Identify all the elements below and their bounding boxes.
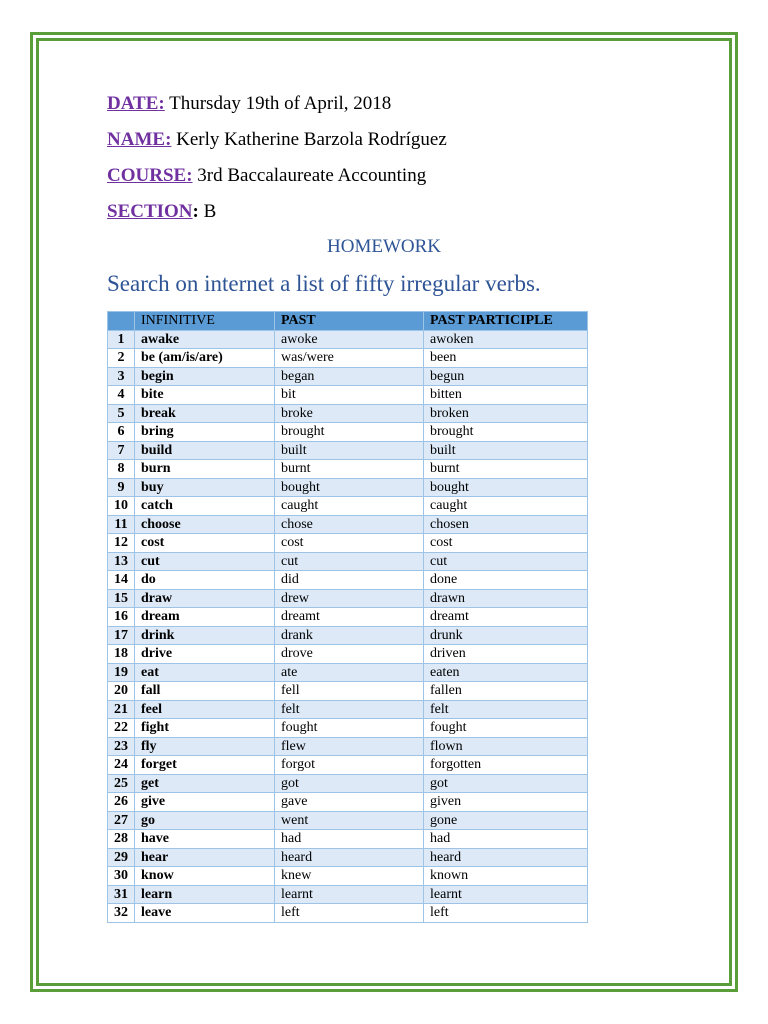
date-value: Thursday 19th of April, 2018 <box>164 93 392 114</box>
row-number: 15 <box>108 589 135 608</box>
row-past: bit <box>275 386 424 405</box>
course-label: COURSE <box>107 165 187 186</box>
table-row <box>108 571 588 590</box>
irregular-verbs-table <box>107 311 588 923</box>
row-infinitive: cut <box>135 552 275 571</box>
row-infinitive: get <box>135 774 275 793</box>
row-past-participle: gone <box>424 811 588 830</box>
row-past: cost <box>275 534 424 553</box>
row-past-participle: driven <box>424 645 588 664</box>
table-body <box>108 330 588 922</box>
row-past: fell <box>275 682 424 701</box>
row-infinitive: dream <box>135 608 275 627</box>
row-infinitive: break <box>135 404 275 423</box>
name-field: NAME: Kerly Katherine Barzola Rodríguez <box>107 129 447 150</box>
row-past: brought <box>275 423 424 442</box>
row-infinitive: have <box>135 830 275 849</box>
row-past-participle: drunk <box>424 626 588 645</box>
section-label: SECTION <box>107 201 193 222</box>
row-infinitive: give <box>135 793 275 812</box>
row-past-participle: awoken <box>424 330 588 349</box>
row-number: 31 <box>108 885 135 904</box>
row-number: 3 <box>108 367 135 386</box>
row-past-participle: been <box>424 349 588 368</box>
table-row <box>108 904 588 923</box>
table-row <box>108 645 588 664</box>
row-past-participle: caught <box>424 497 588 516</box>
row-number: 14 <box>108 571 135 590</box>
row-past-participle: cut <box>424 552 588 571</box>
row-number: 5 <box>108 404 135 423</box>
row-past: chose <box>275 515 424 534</box>
row-past: fought <box>275 719 424 738</box>
table-row <box>108 589 588 608</box>
row-past: forgot <box>275 756 424 775</box>
row-number: 22 <box>108 719 135 738</box>
row-past: burnt <box>275 460 424 479</box>
row-infinitive: fall <box>135 682 275 701</box>
row-past-participle: drawn <box>424 589 588 608</box>
row-infinitive: learn <box>135 885 275 904</box>
table-row <box>108 534 588 553</box>
row-past-participle: dreamt <box>424 608 588 627</box>
row-infinitive: bring <box>135 423 275 442</box>
row-past: awoke <box>275 330 424 349</box>
row-number: 28 <box>108 830 135 849</box>
table-header-row <box>108 312 588 331</box>
table-row <box>108 330 588 349</box>
row-number: 25 <box>108 774 135 793</box>
table-row <box>108 349 588 368</box>
table-row <box>108 386 588 405</box>
row-infinitive: go <box>135 811 275 830</box>
table-row <box>108 774 588 793</box>
row-past-participle: eaten <box>424 663 588 682</box>
row-number: 21 <box>108 700 135 719</box>
row-past: went <box>275 811 424 830</box>
table-row <box>108 756 588 775</box>
row-infinitive: forget <box>135 756 275 775</box>
section-value: B <box>198 201 217 222</box>
row-infinitive: draw <box>135 589 275 608</box>
row-infinitive: build <box>135 441 275 460</box>
row-infinitive: know <box>135 867 275 886</box>
row-past-participle: broken <box>424 404 588 423</box>
row-past: drew <box>275 589 424 608</box>
row-past: cut <box>275 552 424 571</box>
row-infinitive: drink <box>135 626 275 645</box>
row-past-participle: fallen <box>424 682 588 701</box>
row-past: got <box>275 774 424 793</box>
row-number: 16 <box>108 608 135 627</box>
row-past-participle: flown <box>424 737 588 756</box>
row-past-participle: burnt <box>424 460 588 479</box>
row-past-participle: fought <box>424 719 588 738</box>
row-number: 13 <box>108 552 135 571</box>
row-past-participle: left <box>424 904 588 923</box>
row-past-participle: brought <box>424 423 588 442</box>
row-number: 11 <box>108 515 135 534</box>
row-past-participle: known <box>424 867 588 886</box>
table-row <box>108 423 588 442</box>
row-infinitive: do <box>135 571 275 590</box>
row-infinitive: buy <box>135 478 275 497</box>
table-row <box>108 460 588 479</box>
row-past-participle: felt <box>424 700 588 719</box>
row-past-participle: begun <box>424 367 588 386</box>
row-past: drove <box>275 645 424 664</box>
row-infinitive: begin <box>135 367 275 386</box>
row-past-participle: bitten <box>424 386 588 405</box>
table-row <box>108 404 588 423</box>
row-infinitive: fly <box>135 737 275 756</box>
row-number: 17 <box>108 626 135 645</box>
table-row <box>108 608 588 627</box>
row-number: 1 <box>108 330 135 349</box>
table-row <box>108 719 588 738</box>
row-number: 8 <box>108 460 135 479</box>
row-infinitive: feel <box>135 700 275 719</box>
row-past: caught <box>275 497 424 516</box>
row-past: did <box>275 571 424 590</box>
row-past-participle: forgotten <box>424 756 588 775</box>
row-infinitive: cost <box>135 534 275 553</box>
row-number: 18 <box>108 645 135 664</box>
row-past-participle: chosen <box>424 515 588 534</box>
row-infinitive: bite <box>135 386 275 405</box>
row-number: 30 <box>108 867 135 886</box>
course-field: COURSE: 3rd Baccalaureate Accounting <box>107 165 427 186</box>
row-past: began <box>275 367 424 386</box>
row-past: learnt <box>275 885 424 904</box>
row-number: 32 <box>108 904 135 923</box>
row-number: 29 <box>108 848 135 867</box>
table-row <box>108 478 588 497</box>
row-past: drank <box>275 626 424 645</box>
name-label: NAME <box>107 129 166 150</box>
row-number: 6 <box>108 423 135 442</box>
table-row <box>108 663 588 682</box>
row-infinitive: fight <box>135 719 275 738</box>
header-past: PAST <box>275 312 424 331</box>
row-number: 19 <box>108 663 135 682</box>
row-past: knew <box>275 867 424 886</box>
table-row <box>108 830 588 849</box>
row-past-participle: heard <box>424 848 588 867</box>
homework-heading: HOMEWORK <box>327 236 441 257</box>
table-row <box>108 848 588 867</box>
row-number: 10 <box>108 497 135 516</box>
row-past: gave <box>275 793 424 812</box>
table-row <box>108 441 588 460</box>
row-past: bought <box>275 478 424 497</box>
row-infinitive: leave <box>135 904 275 923</box>
row-infinitive: drive <box>135 645 275 664</box>
row-past-participle: given <box>424 793 588 812</box>
row-past-participle: learnt <box>424 885 588 904</box>
row-past-participle: done <box>424 571 588 590</box>
row-number: 9 <box>108 478 135 497</box>
row-infinitive: catch <box>135 497 275 516</box>
section-field: SECTION: B <box>107 201 217 222</box>
row-past-participle: got <box>424 774 588 793</box>
row-past: felt <box>275 700 424 719</box>
row-number: 26 <box>108 793 135 812</box>
table-row <box>108 700 588 719</box>
header-infinitive: INFINITIVE <box>135 312 275 331</box>
course-value: 3rd Baccalaureate Accounting <box>192 165 427 186</box>
row-past: broke <box>275 404 424 423</box>
row-number: 2 <box>108 349 135 368</box>
name-value: Kerly Katherine Barzola Rodríguez <box>171 129 447 150</box>
row-past: had <box>275 830 424 849</box>
header-past-participle: PAST PARTICIPLE <box>424 312 588 331</box>
table-row <box>108 497 588 516</box>
row-number: 27 <box>108 811 135 830</box>
row-past: heard <box>275 848 424 867</box>
header-number <box>108 312 135 331</box>
row-number: 23 <box>108 737 135 756</box>
row-past-participle: cost <box>424 534 588 553</box>
row-number: 20 <box>108 682 135 701</box>
row-past-participle: bought <box>424 478 588 497</box>
task-instruction: Search on internet a list of fifty irregular verbs. <box>107 271 541 296</box>
table-row <box>108 867 588 886</box>
row-past: ate <box>275 663 424 682</box>
row-infinitive: hear <box>135 848 275 867</box>
row-number: 24 <box>108 756 135 775</box>
table-row <box>108 682 588 701</box>
row-past: built <box>275 441 424 460</box>
table-row <box>108 552 588 571</box>
row-infinitive: choose <box>135 515 275 534</box>
row-past: left <box>275 904 424 923</box>
row-number: 7 <box>108 441 135 460</box>
table-row <box>108 811 588 830</box>
date-label: DATE <box>107 93 159 114</box>
date-field: DATE: Thursday 19th of April, 2018 <box>107 93 392 114</box>
row-infinitive: be (am/is/are) <box>135 349 275 368</box>
table-row <box>108 626 588 645</box>
row-number: 4 <box>108 386 135 405</box>
table-row <box>108 793 588 812</box>
table-row <box>108 737 588 756</box>
table-row <box>108 515 588 534</box>
row-infinitive: awake <box>135 330 275 349</box>
table-row <box>108 367 588 386</box>
row-infinitive: eat <box>135 663 275 682</box>
row-past: was/were <box>275 349 424 368</box>
table-row <box>108 885 588 904</box>
row-past: flew <box>275 737 424 756</box>
row-past: dreamt <box>275 608 424 627</box>
row-past-participle: had <box>424 830 588 849</box>
row-past-participle: built <box>424 441 588 460</box>
row-number: 12 <box>108 534 135 553</box>
row-infinitive: burn <box>135 460 275 479</box>
